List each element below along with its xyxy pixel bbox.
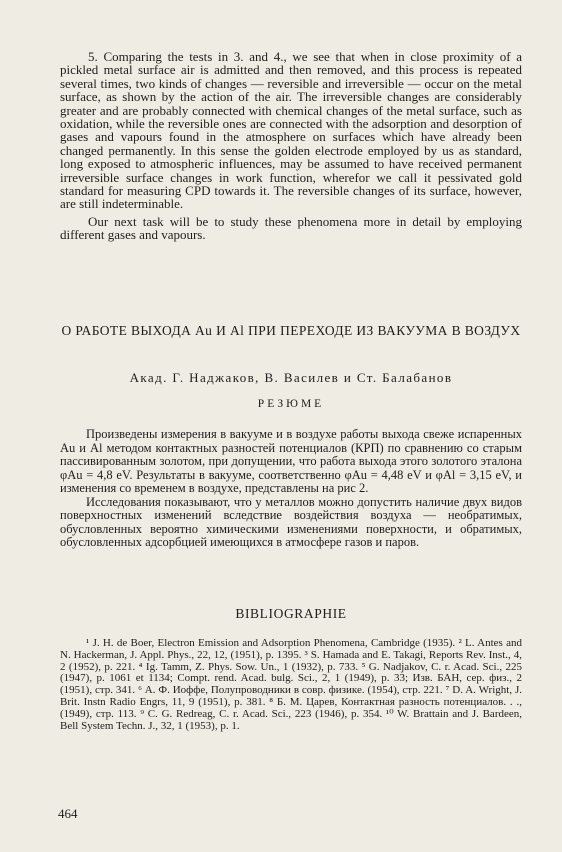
- abstract-paragraph-1: Произведены измерения в вакууме и в воздухе работы выхода свеже испаренных Au и Al методом контактных разностей потенциалов (КРП) по сравнению со старым пассивированным золотом, при допущении, что работа выхода этого золотого эталона φAu = 4,8 eV. Результаты в вакууме, соответственно φAu = 4,48 eV и φAl = 3,15 eV, и изменения со временем в воздухе, представлены на рис 2.: [60, 427, 522, 495]
- russian-authors: Акад. Г. Наджаков, В. Василев и Ст. Балабанов: [129, 370, 453, 385]
- page-number: 464: [58, 806, 78, 821]
- russian-title: О РАБОТЕ ВЫХОДА Au И Al ПРИ ПЕРЕХОДЕ ИЗ ВАКУУМА В ВОЗДУХ: [61, 323, 521, 338]
- bibliography-entries: ¹ J. H. de Boer, Electron Emission and Adsorption Phenomena, Cambridge (1935). ² L. Antes and N. Hackerman, J. Appl. Phys., 22, 12, (1951), p. 1395. ³ S. Hamada and E. Takagi, Reports Rev. Inst., 4, 2 (1952), p. 221. ⁴ Ig. Tamm, Z. Phys. Sow. Un., 1 (1932), p. 733. ⁵ G. Nadjakov, C. r. Acad. Sci., 225 (1947), p. 1061 et 1134; Compt. rend. Acad. bulg. Sci., 2, 1 (1949), p. 33; Изв. БАН, сер. физ., 2 (1951), стр. 341. ⁶ А. Ф. Иоффе, Полупроводники в совр. физике. (1954), стр. 221. ⁷ D. A. Wright, J. Brit. Instn Radio Engrs, 11, 9 (1951), p. 381. ⁸ Б. М. Царев, Контактная разность потенциалов. . ., (1949), стр. 113. ⁹ C. G. Redreag, C. r. Acad. Sci., 223 (1946), p. 354. ¹⁰ W. Brattain and J. Bardeen, Bell System Techn. J., 32, 1 (1953), p. 1.: [60, 637, 522, 732]
- abstract-paragraph-2: Исследования показывают, что у металлов можно допустить наличие двух видов поверхностных изменений вследствие воздействия воздуха — необратимых, обусловленных вероятно химическими изменениями поверхности, и обратимых, обусловленных адсорбцией имеющихся в атмосфере газов и паров.: [60, 494, 522, 549]
- russian-abstract: [60, 428, 522, 550]
- next-task-paragraph: Our next task will be to study these phenomena more in detail by employing different gases and vapours.: [60, 213, 522, 243]
- bibliography-heading: BIBLIOGRAPHIE: [235, 606, 347, 621]
- conclusion-paragraph: 5. Comparing the tests in 3. and 4., we see that when in close proximity of a pickled metal surface air is admitted and then removed, and this process is repeated several times, two kinds of changes — reversible and irreversible — occur on the metal surface, as shown by the action of the air. The irreversible changes are considerably greater and are probably connected with chemical changes of the metal surface, such as oxidation, while the reversible ones are connected with the adsorption and desorption of gases and vapours found in the atmosphere on surfaces which have already been changed permanently. In this sense the golden electrode employed by us as standard, long exposed to atmospheric influences, may be assumed to have received permanent irreversible surface changes in work function, wherefor we call it pessivated gold standard for measuring CPD towards it. The reversible changes of its surface, however, are still indeterminable.: [60, 49, 522, 212]
- bibliography-list: [60, 638, 522, 732]
- english-conclusion: [60, 50, 522, 242]
- summary-heading: РЕЗЮМЕ: [257, 398, 325, 410]
